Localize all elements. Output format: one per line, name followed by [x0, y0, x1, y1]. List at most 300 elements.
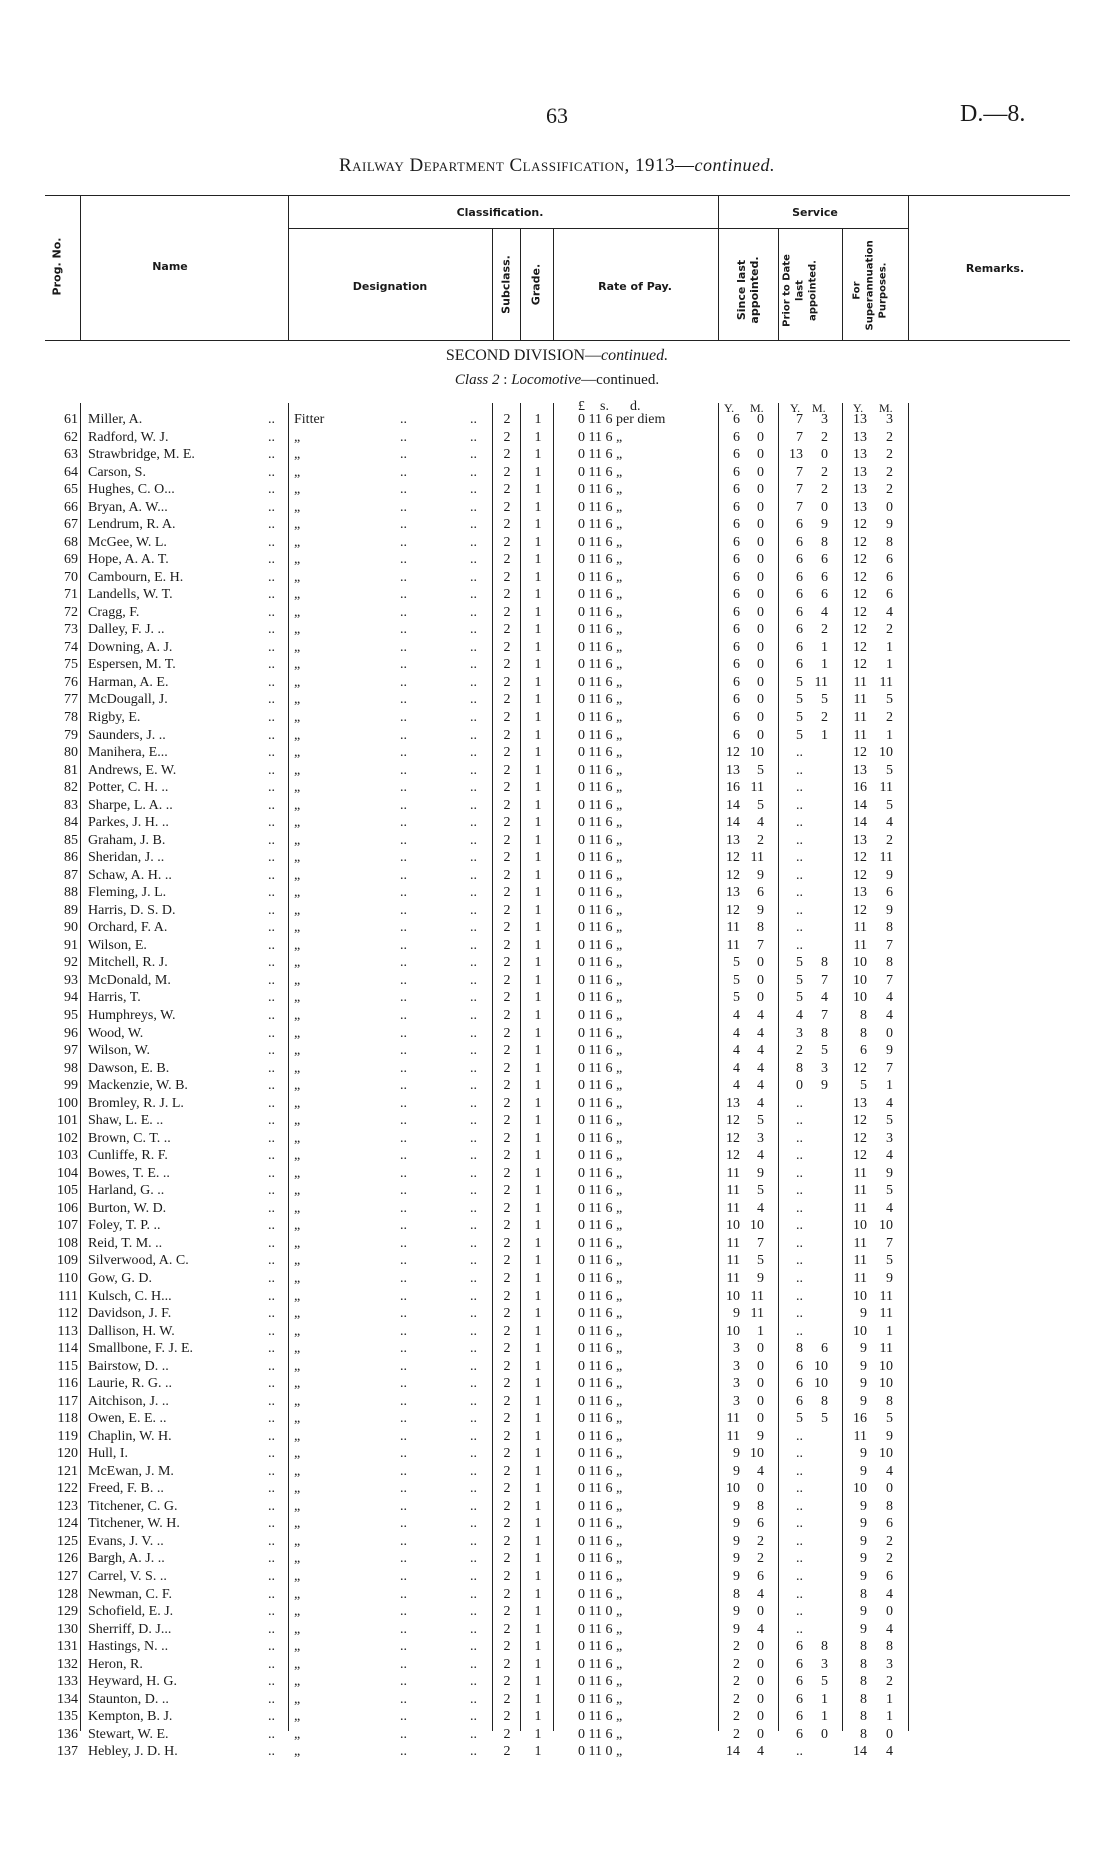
rate-of-pay: 0 11 6 „ [578, 797, 623, 813]
since-last-years: 6 [733, 447, 740, 463]
subclass: 2 [503, 815, 511, 831]
designation-leader: .. [400, 885, 407, 901]
superannuation-months: 11 [879, 1306, 893, 1322]
rate-of-pay: 0 11 6 „ [578, 569, 623, 585]
designation-leader-2: .. [470, 1270, 477, 1286]
designation: „ [294, 569, 301, 585]
designation-leader-2: .. [470, 1533, 477, 1549]
designation-leader: .. [400, 1165, 407, 1181]
since-last-months: 0 [757, 622, 764, 638]
subclass: 2 [503, 1463, 511, 1479]
designation-leader-2: .. [470, 1463, 477, 1479]
designation-leader-2: .. [470, 517, 477, 533]
since-last-months: 5 [757, 762, 764, 778]
unit-pence: d. [630, 399, 641, 414]
superannuation-months: 11 [879, 780, 893, 796]
since-last-years: 6 [733, 534, 740, 550]
class-label: Class 2 [454, 372, 500, 388]
prior-years: 6 [796, 1674, 803, 1690]
prior-months: 6 [821, 569, 828, 585]
employee-name: Manihera, E... [88, 745, 168, 761]
name-leader: .. [268, 1586, 275, 1602]
designation-leader-2: .. [470, 1428, 477, 1444]
rate-of-pay: 0 11 6 „ [578, 1674, 623, 1690]
superannuation-years: 12 [853, 1130, 867, 1146]
table-row [0, 1622, 1114, 1640]
rate-of-pay: 0 11 6 „ [578, 1165, 623, 1181]
prior-years: .. [796, 1165, 803, 1181]
since-last-years: 4 [733, 1060, 740, 1076]
superannuation-months: 4 [886, 1008, 893, 1024]
designation-leader-2: .. [470, 1393, 477, 1409]
since-last-years: 9 [733, 1463, 740, 1479]
employee-name: Wilson, E. [88, 937, 147, 953]
prog-no: 126 [57, 1551, 78, 1567]
designation-leader: .. [400, 1393, 407, 1409]
since-last-years: 11 [726, 1165, 740, 1181]
superannuation-months: 4 [886, 990, 893, 1006]
since-last-years: 10 [726, 1323, 740, 1339]
subclass: 2 [503, 1709, 511, 1725]
since-last-months: 0 [757, 1639, 764, 1655]
prog-no: 104 [57, 1165, 78, 1181]
designation: „ [294, 1288, 301, 1304]
designation: „ [294, 657, 301, 673]
prior-years: 0 [796, 1078, 803, 1094]
since-last-months: 4 [757, 815, 764, 831]
document-reference: D.—8. [960, 101, 1026, 127]
designation: „ [294, 622, 301, 638]
since-last-months: 4 [757, 1621, 764, 1637]
prog-no: 78 [64, 710, 78, 725]
name-leader: .. [268, 1691, 275, 1707]
prog-no: 121 [57, 1463, 78, 1479]
designation-leader-2: .. [470, 1095, 477, 1111]
rate-of-pay: 0 11 6 „ [578, 499, 623, 515]
name-leader: .. [268, 1148, 275, 1164]
prior-years: .. [796, 1148, 803, 1164]
superannuation-months: 5 [886, 797, 893, 813]
table-row [0, 622, 1114, 640]
prior-years: .. [796, 937, 803, 953]
employee-name: Bromley, R. J. L. [88, 1095, 184, 1111]
rate-of-pay: 0 11 6 „ [578, 1516, 623, 1532]
rate-of-pay: 0 11 6 „ [578, 1393, 623, 1409]
superannuation-months: 8 [886, 1393, 893, 1409]
prior-years: 7 [796, 429, 803, 445]
header-divider-9 [908, 195, 909, 340]
superannuation-months: 6 [886, 552, 893, 568]
table-row [0, 1709, 1114, 1727]
header-prior-to-date: Prior to Date last appointed. [781, 254, 819, 327]
class-name: Locomotive [511, 372, 582, 388]
designation: Fitter [294, 412, 325, 427]
designation-leader: .. [400, 499, 407, 515]
designation-leader-2: .. [470, 1218, 477, 1234]
employee-name: Landells, W. T. [88, 587, 173, 603]
prior-years: 5 [796, 990, 803, 1006]
grade: 1 [534, 920, 542, 936]
class-heading: Class 2 : Locomotive—continued. [454, 372, 660, 388]
employee-name: Bowes, T. E. .. [88, 1165, 170, 1181]
designation: „ [294, 587, 301, 603]
employee-name: Cambourn, E. H. [88, 569, 184, 585]
prior-years: .. [796, 920, 803, 936]
subclass: 2 [503, 587, 511, 603]
table-row [0, 1359, 1114, 1377]
superannuation-months: 9 [886, 867, 893, 883]
employee-name: Strawbridge, M. E. [88, 447, 195, 463]
designation: „ [294, 1709, 301, 1725]
rate-of-pay: 0 11 6 „ [578, 1428, 623, 1444]
prog-no: 74 [64, 639, 78, 655]
grade: 1 [534, 990, 542, 1006]
name-leader: .. [268, 1095, 275, 1111]
subclass: 2 [503, 1060, 511, 1076]
designation: „ [294, 832, 301, 848]
prior-years: 6 [796, 534, 803, 550]
since-last-months: 5 [757, 1113, 764, 1129]
since-last-months: 0 [757, 1411, 764, 1427]
superannuation-months: 2 [886, 464, 893, 480]
designation-leader-2: .. [470, 1674, 477, 1690]
superannuation-months: 1 [886, 1078, 893, 1094]
designation-leader: .. [400, 1604, 407, 1620]
prior-years: 6 [796, 517, 803, 533]
superannuation-years: 12 [853, 552, 867, 568]
grade: 1 [534, 902, 542, 918]
rate-of-pay: 0 11 6 „ [578, 1008, 623, 1024]
designation-leader: .. [400, 1025, 407, 1041]
subclass: 2 [503, 1621, 511, 1637]
superannuation-years: 6 [860, 1043, 867, 1059]
name-leader: .. [268, 1498, 275, 1514]
employee-name: Brown, C. T. .. [88, 1130, 171, 1146]
prior-years: 5 [796, 710, 803, 725]
employee-name: Hughes, C. O... [88, 482, 175, 498]
prog-no: 71 [64, 587, 78, 603]
employee-name: Rigby, E. [88, 710, 141, 725]
since-last-months: 2 [757, 1551, 764, 1567]
designation-leader-2: .. [470, 1341, 477, 1357]
grade: 1 [534, 1674, 542, 1690]
table-row [0, 1411, 1114, 1429]
name-leader: .. [268, 464, 275, 480]
superannuation-months: 4 [886, 1586, 893, 1602]
superannuation-years: 12 [853, 604, 867, 620]
name-leader: .. [268, 797, 275, 813]
prog-no: 72 [64, 604, 78, 620]
since-last-years: 6 [733, 464, 740, 480]
employee-name: Dalley, F. J. .. [88, 622, 165, 638]
rate-of-pay: 0 11 6 „ [578, 1148, 623, 1164]
superannuation-months: 1 [886, 1323, 893, 1339]
header-divider-5 [553, 228, 554, 340]
table-row [0, 1271, 1114, 1289]
superannuation-months: 8 [886, 955, 893, 971]
name-leader: .. [268, 990, 275, 1006]
superannuation-months: 9 [886, 517, 893, 533]
header-classification: Classification. [456, 206, 544, 219]
superannuation-years: 9 [860, 1463, 867, 1479]
table-row [0, 1341, 1114, 1359]
table-row [0, 920, 1114, 938]
prior-years: 6 [796, 639, 803, 655]
name-leader: .. [268, 1341, 275, 1357]
prior-years: .. [796, 902, 803, 918]
designation-leader-2: .. [470, 552, 477, 568]
designation: „ [294, 1060, 301, 1076]
rate-of-pay: 0 11 6 „ [578, 1691, 623, 1707]
prior-years: 8 [796, 1060, 803, 1076]
designation-leader-2: .. [470, 692, 477, 708]
superannuation-months: 1 [886, 1709, 893, 1725]
superannuation-months: 9 [886, 902, 893, 918]
designation: „ [294, 1656, 301, 1672]
since-last-years: 12 [726, 1113, 740, 1129]
prog-no: 105 [57, 1183, 78, 1199]
since-last-years: 6 [733, 552, 740, 568]
superannuation-months: 2 [886, 1533, 893, 1549]
unit-shillings: s. [600, 399, 609, 414]
since-last-months: 0 [757, 1341, 764, 1357]
since-last-months: 0 [757, 955, 764, 971]
designation-leader: .. [400, 1183, 407, 1199]
designation: „ [294, 1270, 301, 1286]
subclass: 2 [503, 990, 511, 1006]
superannuation-years: 9 [860, 1358, 867, 1374]
grade: 1 [534, 429, 542, 445]
grade: 1 [534, 1393, 542, 1409]
table-row [0, 1183, 1114, 1201]
employee-name: McDougall, J. [88, 692, 168, 708]
since-last-months: 5 [757, 1253, 764, 1269]
designation: „ [294, 1744, 301, 1760]
since-last-months: 10 [750, 1218, 764, 1234]
superannuation-months: 11 [879, 1341, 893, 1357]
since-last-months: 7 [757, 1235, 764, 1251]
superannuation-months: 10 [879, 1358, 893, 1374]
designation-leader: .. [400, 1709, 407, 1725]
prog-no: 66 [64, 499, 78, 515]
designation-leader: .. [400, 412, 407, 427]
grade: 1 [534, 1078, 542, 1094]
rate-of-pay: 0 11 0 „ [578, 1604, 623, 1620]
since-last-months: 0 [757, 1709, 764, 1725]
since-last-years: 10 [726, 1288, 740, 1304]
prior-years: .. [796, 867, 803, 883]
prior-years: .. [796, 1183, 803, 1199]
designation: „ [294, 797, 301, 813]
since-last-months: 0 [757, 1656, 764, 1672]
employee-name: Schaw, A. H. .. [88, 867, 172, 883]
designation-leader: .. [400, 552, 407, 568]
grade: 1 [534, 1218, 542, 1234]
since-last-months: 4 [757, 1148, 764, 1164]
superannuation-months: 9 [886, 1165, 893, 1181]
since-last-years: 11 [726, 1235, 740, 1251]
prog-no: 116 [57, 1376, 78, 1392]
since-last-years: 16 [726, 780, 740, 796]
superannuation-months: 2 [886, 622, 893, 638]
subclass: 2 [503, 1200, 511, 1216]
employee-name: Graham, J. B. [88, 832, 166, 848]
table-row [0, 675, 1114, 693]
name-leader: .. [268, 955, 275, 971]
designation: „ [294, 727, 301, 743]
table-row [0, 1008, 1114, 1026]
rate-of-pay: 0 11 6 „ [578, 745, 623, 761]
designation-leader-2: .. [470, 937, 477, 953]
rate-of-pay: 0 11 6 „ [578, 1726, 623, 1742]
designation-leader: .. [400, 1621, 407, 1637]
superannuation-years: 10 [853, 972, 867, 988]
name-leader: .. [268, 780, 275, 796]
header-top-rule [45, 195, 1070, 196]
since-last-years: 12 [726, 902, 740, 918]
designation: „ [294, 1043, 301, 1059]
since-last-months: 6 [757, 1516, 764, 1532]
designation: „ [294, 499, 301, 515]
designation-leader: .. [400, 1446, 407, 1462]
designation-leader: .. [400, 1148, 407, 1164]
rate-of-pay: 0 11 6 „ [578, 429, 623, 445]
designation-leader-2: .. [470, 850, 477, 866]
subclass: 2 [503, 447, 511, 463]
designation-leader-2: .. [470, 1586, 477, 1602]
designation: „ [294, 1586, 301, 1602]
prior-months: 10 [814, 1376, 828, 1392]
prog-no: 134 [57, 1691, 78, 1707]
prog-no: 89 [64, 902, 78, 918]
since-last-months: 0 [757, 1674, 764, 1690]
name-leader: .. [268, 1533, 275, 1549]
table-row [0, 1499, 1114, 1517]
designation: „ [294, 937, 301, 953]
grade: 1 [534, 937, 542, 953]
designation-leader: .. [400, 955, 407, 971]
designation-leader-2: .. [470, 464, 477, 480]
designation-leader-2: .. [470, 1568, 477, 1584]
subclass: 2 [503, 1253, 511, 1269]
prior-months: 5 [821, 692, 828, 708]
prog-no: 122 [57, 1481, 78, 1497]
superannuation-months: 11 [879, 674, 893, 690]
designation-leader-2: .. [470, 639, 477, 655]
designation-leader: .. [400, 604, 407, 620]
designation: „ [294, 1428, 301, 1444]
since-last-months: 4 [757, 1586, 764, 1602]
superannuation-months: 4 [886, 1621, 893, 1637]
designation: „ [294, 1691, 301, 1707]
superannuation-months: 4 [886, 604, 893, 620]
designation-leader-2: .. [470, 1376, 477, 1392]
superannuation-months: 9 [886, 1043, 893, 1059]
subclass: 2 [503, 1393, 511, 1409]
name-leader: .. [268, 1306, 275, 1322]
grade: 1 [534, 1288, 542, 1304]
name-leader: .. [268, 1060, 275, 1076]
prior-months: 3 [821, 1060, 828, 1076]
table-row [0, 570, 1114, 588]
since-last-months: 0 [757, 639, 764, 655]
superannuation-years: 10 [853, 1218, 867, 1234]
since-last-years: 14 [726, 815, 740, 831]
prog-no: 133 [57, 1674, 78, 1690]
designation-leader-2: .. [470, 815, 477, 831]
superannuation-months: 2 [886, 447, 893, 463]
grade: 1 [534, 1253, 542, 1269]
since-last-months: 11 [750, 780, 764, 796]
grade: 1 [534, 1516, 542, 1532]
rate-of-pay: 0 11 6 „ [578, 1270, 623, 1286]
employee-name: Dallison, H. W. [88, 1323, 175, 1339]
title-continued: continued. [694, 155, 776, 175]
superannuation-years: 8 [860, 1008, 867, 1024]
prior-years: .. [796, 797, 803, 813]
table-row [0, 517, 1114, 535]
employee-name: Fleming, J. L. [88, 885, 167, 901]
designation-leader: .. [400, 674, 407, 690]
grade: 1 [534, 569, 542, 585]
superannuation-years: 13 [853, 885, 867, 901]
rate-of-pay: 0 11 6 „ [578, 1341, 623, 1357]
prior-years: 6 [796, 622, 803, 638]
rate-of-pay: 0 11 6 „ [578, 517, 623, 533]
since-last-months: 0 [757, 604, 764, 620]
grade: 1 [534, 710, 542, 725]
designation-leader-2: .. [470, 1008, 477, 1024]
rate-of-pay: 0 11 6 „ [578, 1481, 623, 1497]
designation-leader-2: .. [470, 1288, 477, 1304]
rate-of-pay: 0 11 6 „ [578, 1218, 623, 1234]
grade: 1 [534, 1306, 542, 1322]
since-last-years: 12 [726, 1148, 740, 1164]
prog-no: 81 [64, 762, 78, 778]
designation: „ [294, 710, 301, 725]
designation-leader: .. [400, 797, 407, 813]
designation-leader: .. [400, 1533, 407, 1549]
table-row [0, 1569, 1114, 1587]
prog-no: 108 [57, 1235, 78, 1251]
prog-no: 95 [64, 1008, 78, 1024]
prior-years: .. [796, 1621, 803, 1637]
name-leader: .. [268, 1043, 275, 1059]
designation: „ [294, 1095, 301, 1111]
superannuation-years: 11 [853, 937, 867, 953]
table-row [0, 465, 1114, 483]
rate-of-pay: 0 11 6 „ [578, 1586, 623, 1602]
prior-years: 6 [796, 1656, 803, 1672]
designation-leader: .. [400, 972, 407, 988]
since-last-months: 2 [757, 1533, 764, 1549]
subclass: 2 [503, 780, 511, 796]
prior-years: 5 [796, 674, 803, 690]
prior-months: 7 [821, 972, 828, 988]
superannuation-months: 1 [886, 657, 893, 673]
employee-name: Burton, W. D. [88, 1200, 167, 1216]
prior-months: 8 [821, 1639, 828, 1655]
superannuation-years: 9 [860, 1498, 867, 1514]
prior-years: .. [796, 1306, 803, 1322]
name-leader: .. [268, 1446, 275, 1462]
prior-years: .. [796, 832, 803, 848]
designation-leader: .. [400, 920, 407, 936]
designation-leader: .. [400, 1481, 407, 1497]
employee-name: Titchener, W. H. [88, 1516, 180, 1532]
rate-of-pay: 0 11 6 per diem [578, 412, 666, 427]
employee-name: Heron, R. [88, 1656, 143, 1672]
